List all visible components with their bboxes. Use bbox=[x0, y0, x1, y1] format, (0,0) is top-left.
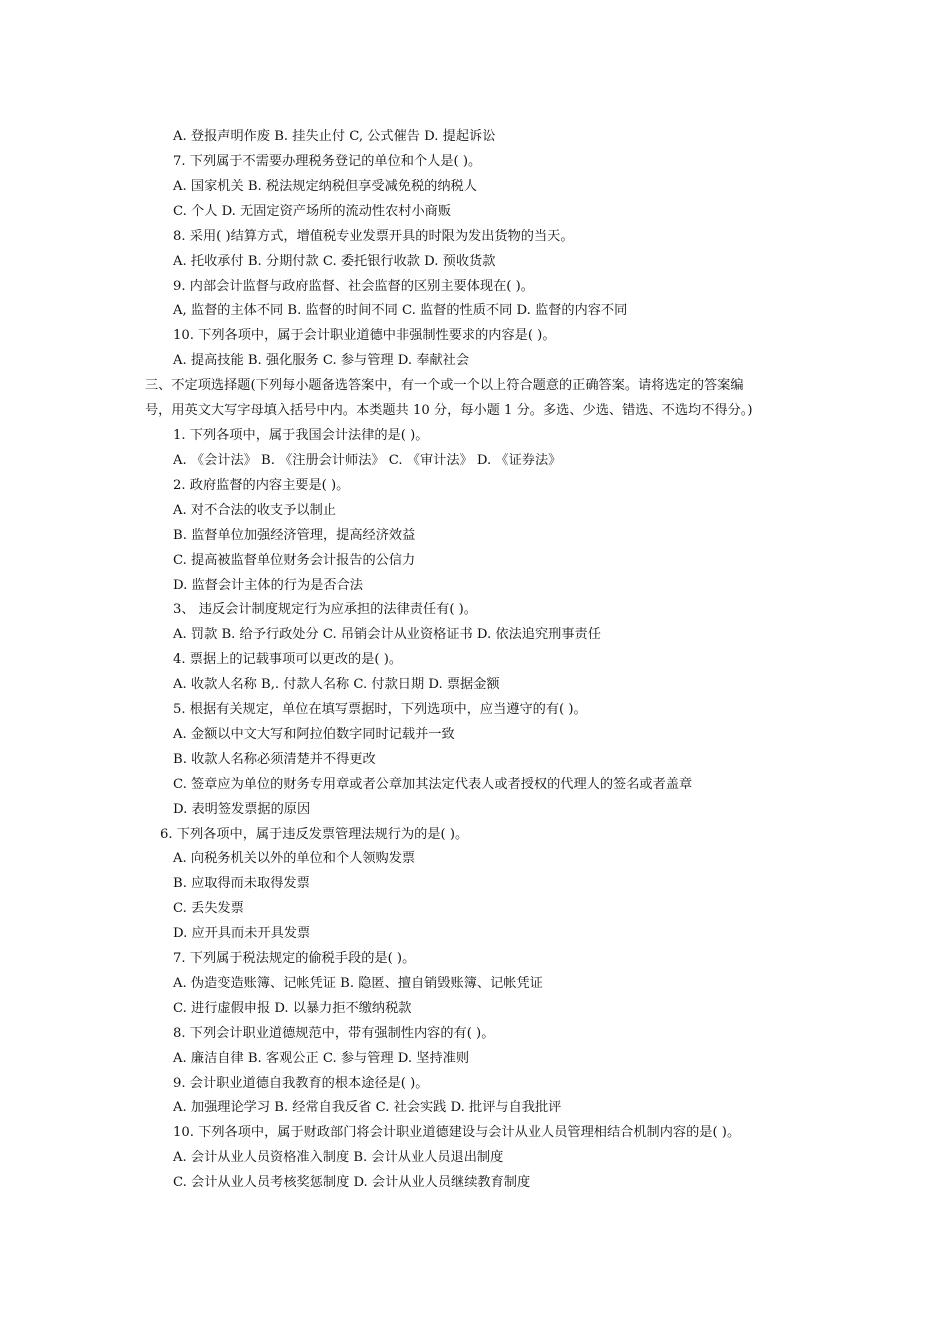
option-line: A. 对不合法的收支予以制止 bbox=[173, 503, 336, 518]
option-line: C. 提高被监督单位财务会计报告的公信力 bbox=[173, 553, 416, 568]
question-line: 7. 下列属于税法规定的偷税手段的是( )。 bbox=[173, 951, 416, 966]
question-line: 7. 下列属于不需要办理税务登记的单位和个人是( )。 bbox=[173, 154, 482, 169]
section-heading: 三、不定项选择题(下列每小题备选答案中，有一个或一个以上符合题意的正确答案。请将选定的答案编 bbox=[145, 378, 744, 393]
option-line: C. 个人 D. 无固定资产场所的流动性农村小商贩 bbox=[173, 204, 452, 219]
question-line: 8. 采用( )结算方式，增值税专业发票开具的时限为发出货物的当天。 bbox=[173, 229, 574, 244]
option-line: A. 托收承付 B. 分期付款 C. 委托银行收款 D. 预收货款 bbox=[173, 254, 496, 269]
question-line: 5. 根据有关规定，单位在填写票据时，下列选项中，应当遵守的有( )。 bbox=[173, 702, 587, 717]
option-line: D. 应开具而未开具发票 bbox=[173, 926, 311, 941]
question-line: 4. 票据上的记载事项可以更改的是( )。 bbox=[173, 652, 403, 667]
question-line: 3、 违反会计制度规定行为应承担的法律责任有( )。 bbox=[173, 602, 477, 617]
option-line: C. 丢失发票 bbox=[173, 901, 244, 916]
option-line: D. 表明签发票据的原因 bbox=[173, 802, 311, 817]
option-line: A, 监督的主体不同 B. 监督的时间不同 C. 监督的性质不同 D. 监督的内容不同 bbox=[173, 303, 628, 318]
option-line: A. 《会计法》 B. 《注册会计师法》 C. 《审计法》 D. 《证券法》 bbox=[173, 453, 562, 468]
question-line: 2. 政府监督的内容主要是( )。 bbox=[173, 478, 350, 493]
option-line: C. 签章应为单位的财务专用章或者公章加其法定代表人或者授权的代理人的签名或者盖章 bbox=[173, 777, 693, 792]
option-line: A. 伪造变造账簿、记帐凭证 B. 隐匿、擅自销毁账簿、记帐凭证 bbox=[173, 976, 543, 991]
question-line: 10. 下列各项中，属于财政部门将会计职业道德建设与会计从业人员管理相结合机制内容的是( )。 bbox=[173, 1125, 741, 1140]
option-line: A. 国家机关 B. 税法规定纳税但享受减免税的纳税人 bbox=[173, 179, 477, 194]
option-line: A. 收款人名称 B,. 付款人名称 C. 付款日期 D. 票据金额 bbox=[173, 677, 500, 692]
option-line: A. 金额以中文大写和阿拉伯数字同时记载并一致 bbox=[173, 727, 455, 742]
question-line: 10. 下列各项中，属于会计职业道德中非强制性要求的内容是( )。 bbox=[173, 328, 556, 343]
option-line: C. 进行虚假申报 D. 以暴力拒不缴纳税款 bbox=[173, 1001, 412, 1016]
option-line: B. 应取得而未取得发票 bbox=[173, 876, 310, 891]
option-line: A. 会计从业人员资格准入制度 B. 会计从业人员退出制度 bbox=[173, 1150, 504, 1165]
option-line: C. 会计从业人员考核奖惩制度 D. 会计从业人员继续教育制度 bbox=[173, 1175, 531, 1190]
question-line: 8. 下列会计职业道德规范中，带有强制性内容的有( )。 bbox=[173, 1026, 495, 1041]
option-line: A. 廉洁自律 B. 客观公正 C. 参与管理 D. 坚持准则 bbox=[173, 1051, 470, 1066]
option-line: A. 向税务机关以外的单位和个人领购发票 bbox=[173, 851, 416, 866]
option-line: A. 加强理论学习 B. 经常自我反省 C. 社会实践 D. 批评与自我批评 bbox=[173, 1100, 562, 1115]
option-line: A. 罚款 B. 给予行政处分 C. 吊销会计从业资格证书 D. 依法追究刑事责任 bbox=[173, 627, 601, 642]
question-line: 9. 内部会计监督与政府监督、社会监督的区别主要体现在( )。 bbox=[173, 279, 534, 294]
option-line: B. 监督单位加强经济管理，提高经济效益 bbox=[173, 528, 416, 543]
section-heading-continued: 号，用英文大写字母填入括号中内。本类题共 10 分，每小题 1 分。多选、少选、错选、不选均不得分。) bbox=[145, 403, 753, 418]
question-line: 1. 下列各项中，属于我国会计法律的是( )。 bbox=[173, 428, 429, 443]
option-line: A. 提高技能 B. 强化服务 C. 参与管理 D. 奉献社会 bbox=[173, 353, 470, 368]
option-line: D. 监督会计主体的行为是否合法 bbox=[173, 578, 363, 593]
question-line: 9. 会计职业道德自我教育的根本途径是( )。 bbox=[173, 1076, 429, 1091]
option-line: B. 收款人名称必须清楚并不得更改 bbox=[173, 752, 376, 767]
text-line: A. 登报声明作废 B. 挂失止付 C, 公式催告 D. 提起诉讼 bbox=[173, 129, 496, 144]
question-line: 6. 下列各项中，属于违反发票管理法规行为的是( )。 bbox=[160, 827, 469, 842]
